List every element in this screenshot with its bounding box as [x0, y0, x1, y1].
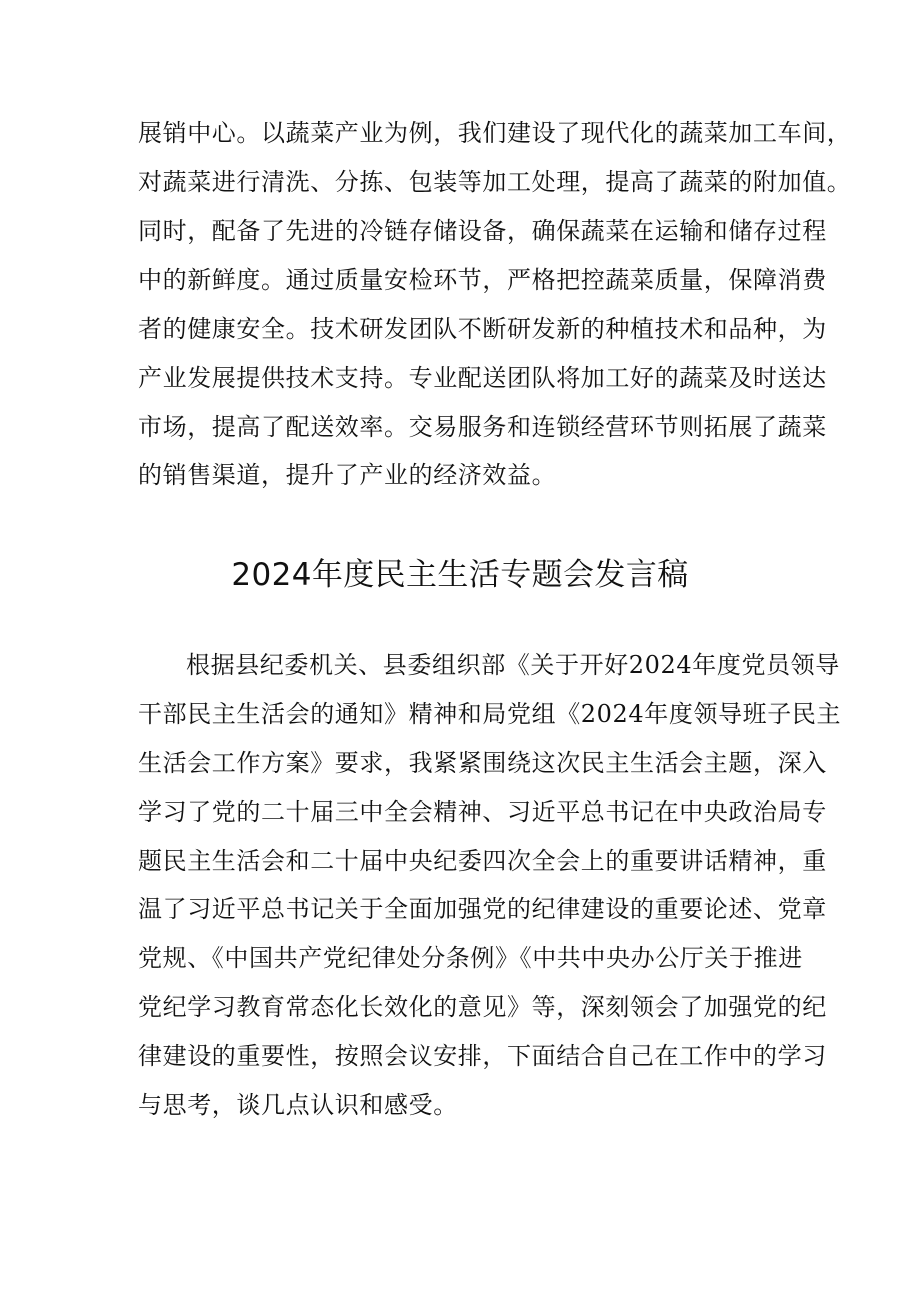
paragraph-line-7: 党规、《中国共产党纪律处分条例》《中共中央办公厅关于推进 [138, 944, 803, 972]
continuation-line-7: 市场，提高了配送效率。交易服务和连锁经营环节则拓展了蔬菜 [138, 413, 827, 441]
continuation-line-4: 中的新鲜度。通过质量安检环节，严格把控蔬菜质量，保障消费 [138, 266, 827, 294]
continuation-line-5: 者的健康安全。技术研发团队不断研发新的种植技术和品种，为 [138, 315, 827, 343]
paragraph-line-4: 学习了党的二十届三中全会精神、习近平总书记在中央政治局专 [138, 798, 827, 826]
document-title: 2024年度民主生活专题会发言稿 [231, 557, 689, 593]
paragraph-line-10: 与思考，谈几点认识和感受。 [138, 1091, 458, 1119]
paragraph-line-6: 温了习近平总书记关于全面加强党的纪律建设的重要论述、党章 [138, 895, 827, 923]
paragraph-line-3: 生活会工作方案》要求，我紧紧围绕这次民主生活会主题，深入 [138, 749, 827, 777]
paragraph-line-9: 律建设的重要性，按照会议安排，下面结合自己在工作中的学习 [138, 1042, 827, 1070]
continuation-line-3: 同时，配备了先进的冷链存储设备，确保蔬菜在运输和储存过程 [138, 217, 827, 245]
continuation-line-2: 对蔬菜进行清洗、分拣、包装等加工处理，提高了蔬菜的附加值。 [138, 168, 852, 196]
continuation-line-8: 的销售渠道，提升了产业的经济效益。 [138, 461, 557, 489]
paragraph-line-1: 根据县纪委机关、县委组织部《关于开好2024年度党员领导 [186, 651, 840, 679]
continuation-line-1: 展销中心。以蔬菜产业为例，我们建设了现代化的蔬菜加工车间， [138, 119, 852, 147]
paragraph-line-5: 题民主生活会和二十届中央纪委四次全会上的重要讲话精神，重 [138, 847, 827, 875]
continuation-line-6: 产业发展提供技术支持。专业配送团队将加工好的蔬菜及时送达 [138, 364, 827, 392]
paragraph-line-2: 干部民主生活会的通知》精神和局党组《2024年度领导班子民主 [138, 700, 842, 728]
paragraph-line-8: 党纪学习教育常态化长效化的意见》等，深刻领会了加强党的纪 [138, 993, 827, 1021]
